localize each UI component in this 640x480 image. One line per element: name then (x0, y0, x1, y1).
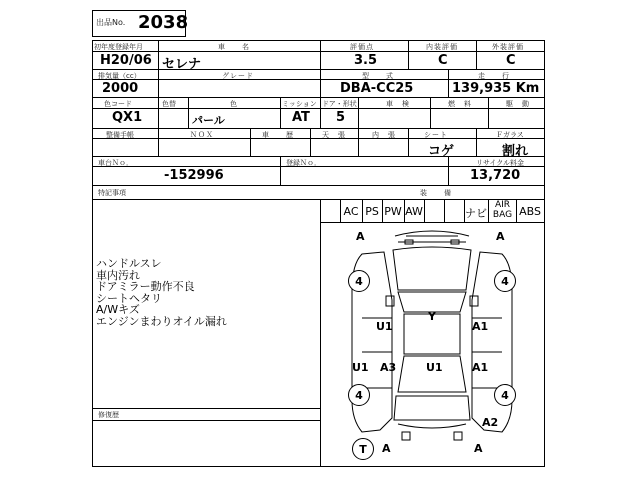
chassis-label: 車台Ｎｏ． (98, 159, 133, 167)
headliner-label: 天 張 (322, 131, 346, 139)
remarks-label: 特記事項 (98, 189, 126, 197)
color-code-label: 色コード (104, 100, 132, 108)
exterior-value: C (506, 53, 516, 68)
mark-floor-left: A3 (380, 361, 397, 374)
lot-number: 2038 (138, 12, 189, 33)
car-name-value: セレナ (162, 57, 202, 72)
chassis-value: -152996 (164, 168, 224, 183)
color-code-value: QX1 (112, 110, 143, 125)
equipment-airbag: AIR BAG (492, 200, 513, 220)
registration-label: 登録Ｎｏ． (286, 159, 321, 167)
mark-rear-right: A1 (472, 361, 489, 374)
mark-front-right: A (496, 230, 505, 243)
equipment-ac: AC (343, 205, 359, 218)
equipment-ps: PS (365, 205, 379, 218)
history-label: 車 歴 (262, 131, 294, 139)
mark-door-left: U1 (376, 320, 393, 333)
recycle-label: リサイクル料金 (476, 159, 525, 167)
remark-line: 車内汚れ (96, 268, 140, 282)
color-value: パール (192, 114, 225, 127)
seat-value: コゲ (428, 144, 455, 159)
remark-line: A/Wキズ (96, 303, 140, 316)
tire-rear-right: 4 (494, 384, 516, 406)
interior-label: 内装評価 (426, 43, 458, 51)
interior-value: C (438, 53, 448, 68)
doors-value: 5 (336, 110, 346, 125)
recycle-value: 13,720 (470, 168, 521, 183)
seat-label: シート (424, 131, 448, 139)
tire-front-left: 4 (348, 270, 370, 292)
lot-number-label: 出品No. (96, 18, 126, 27)
service-book-label: 整備手帳 (106, 131, 134, 139)
tire-front-right: 4 (494, 270, 516, 292)
front-glass-value: 割れ (502, 144, 529, 159)
model-label: 型 式 (362, 72, 394, 80)
mark-front-left: A (356, 230, 365, 243)
car-name-label: 車 名 (218, 43, 250, 51)
mark-door-right: A1 (472, 320, 489, 333)
color-label: 色 (230, 100, 238, 108)
nox-label: ＮＯＸ (190, 131, 214, 139)
remark-line: ドアミラー動作不良 (96, 280, 195, 293)
score-label: 評価点 (350, 43, 374, 51)
tire-rear-left: 4 (348, 384, 370, 406)
inspection-label: 車 検 (386, 100, 410, 108)
first-registration-value: H20/06 (100, 53, 152, 68)
displacement-label: 排気量（cc） (98, 72, 141, 80)
mark-roof: Y (428, 310, 436, 323)
interior-trim-label: 内 張 (372, 131, 396, 139)
color-change-label: 色替 (162, 100, 176, 108)
spare-tire: T (352, 438, 374, 460)
remark-line: エンジンまわりオイル漏れ (96, 314, 227, 328)
first-registration-label: 初年度登録年月 (94, 43, 143, 51)
drive-label: 駆 動 (506, 100, 530, 108)
mark-rear-bottom-left: A (382, 442, 391, 455)
exterior-label: 外装評価 (492, 43, 524, 51)
mark-tail-right: A2 (482, 416, 499, 429)
equipment-label: 装 備 (420, 189, 452, 197)
equipment-pw: PW (384, 205, 402, 218)
front-glass-label: Ｆガラス (496, 131, 524, 139)
grade-label: グレード (222, 72, 254, 80)
mission-value: AT (292, 110, 310, 125)
equipment-abs: ABS (519, 205, 541, 218)
equipment-navi: ナビ (465, 207, 487, 220)
mark-floor-center: U1 (426, 361, 443, 374)
mileage-label: 走 行 (478, 72, 510, 80)
door-shape-label: ドア・形状 (322, 100, 357, 108)
fuel-label: 燃 料 (448, 100, 472, 108)
mark-rear-left: U1 (352, 361, 369, 374)
remarks-list (96, 258, 227, 327)
remark-line: ハンドルスレ (96, 257, 162, 270)
mission-label: ミッション (282, 100, 317, 108)
equipment-aw: AW (405, 205, 423, 218)
score-value: 3.5 (354, 53, 378, 68)
repair-history-label: 修復歴 (98, 411, 119, 419)
model-value: DBA-CC25 (340, 81, 414, 96)
displacement-value: 2000 (102, 81, 139, 96)
mark-rear-bottom-right: A (474, 442, 483, 455)
remark-line: シートヘタリ (96, 291, 162, 305)
mileage-value: 139,935 Km (452, 81, 540, 96)
